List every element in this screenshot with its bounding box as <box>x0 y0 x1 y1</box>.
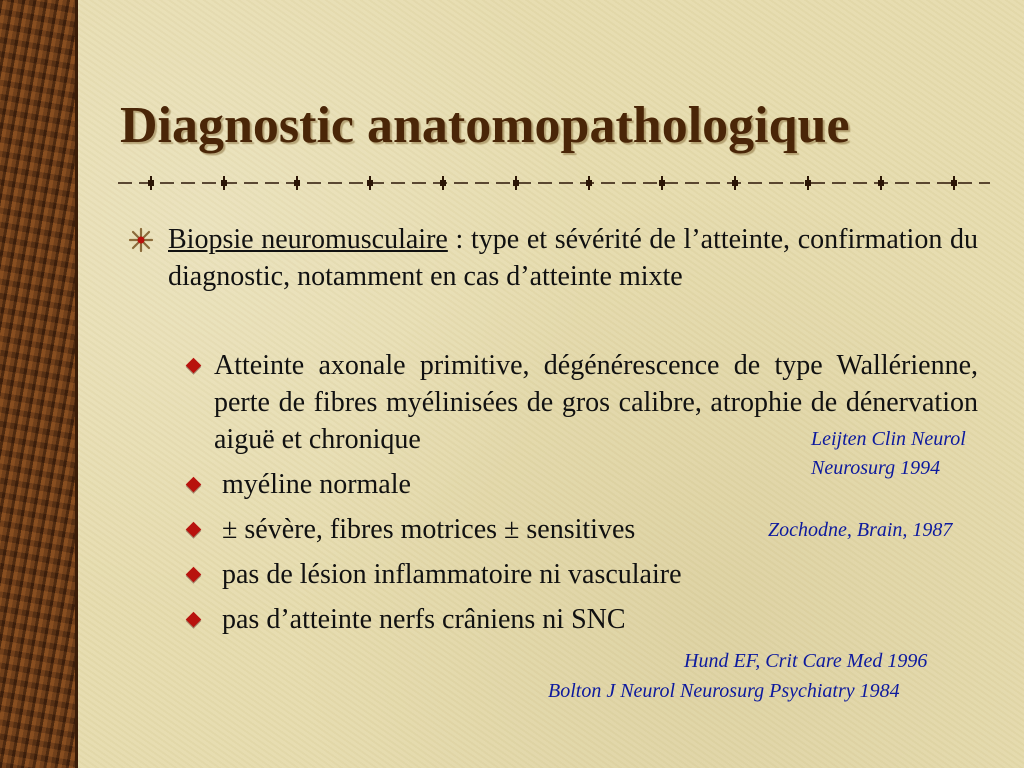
subbullet-myeline: myéline normale <box>222 469 411 500</box>
starburst-bullet-icon <box>128 227 154 253</box>
title-divider <box>118 176 990 190</box>
citation-leijten-line1: Leijten Clin Neurol <box>811 428 966 450</box>
diamond-bullet-icon <box>186 522 202 538</box>
bullet-biopsie <box>168 221 978 295</box>
citation-zochodne: Zochodne, Brain, 1987 <box>768 519 953 541</box>
slide-title: Diagnostic anatomopathologique <box>120 97 850 154</box>
diamond-bullet-icon <box>186 477 202 493</box>
decorative-side-bar <box>0 0 78 768</box>
diamond-bullet-icon <box>186 612 202 628</box>
subbullet-lesion: pas de lésion inflammatoire ni vasculaire <box>222 559 682 590</box>
subbullet-axonale: Atteinte axonale primitive, dégénérescence de type Wallérienne, perte de fibres myélinisées de gros calibre, atrophie de dénervation aiguë et chronique <box>214 350 978 455</box>
bullet-biopsie-underlined: Biopsie neuromusculaire <box>168 224 448 255</box>
diamond-bullet-icon <box>186 567 202 583</box>
citation-leijten-line2: Neurosurg 1994 <box>811 457 941 479</box>
bullet-biopsie-text: : type et sévérité de l’atteinte, confirmation du diagnostic, notamment en cas d’atteinte mixte <box>168 224 978 292</box>
citation-hund: Hund EF, Crit Care Med 1996 <box>684 650 928 672</box>
subbullet-nerfs: pas d’atteinte nerfs crâniens ni SNC <box>222 604 626 635</box>
subbullet-severe: ± sévère, fibres motrices ± sensitives <box>222 514 636 545</box>
diamond-bullet-icon <box>186 358 202 374</box>
citation-bolton: Bolton J Neurol Neurosurg Psychiatry 1984 <box>548 680 900 702</box>
